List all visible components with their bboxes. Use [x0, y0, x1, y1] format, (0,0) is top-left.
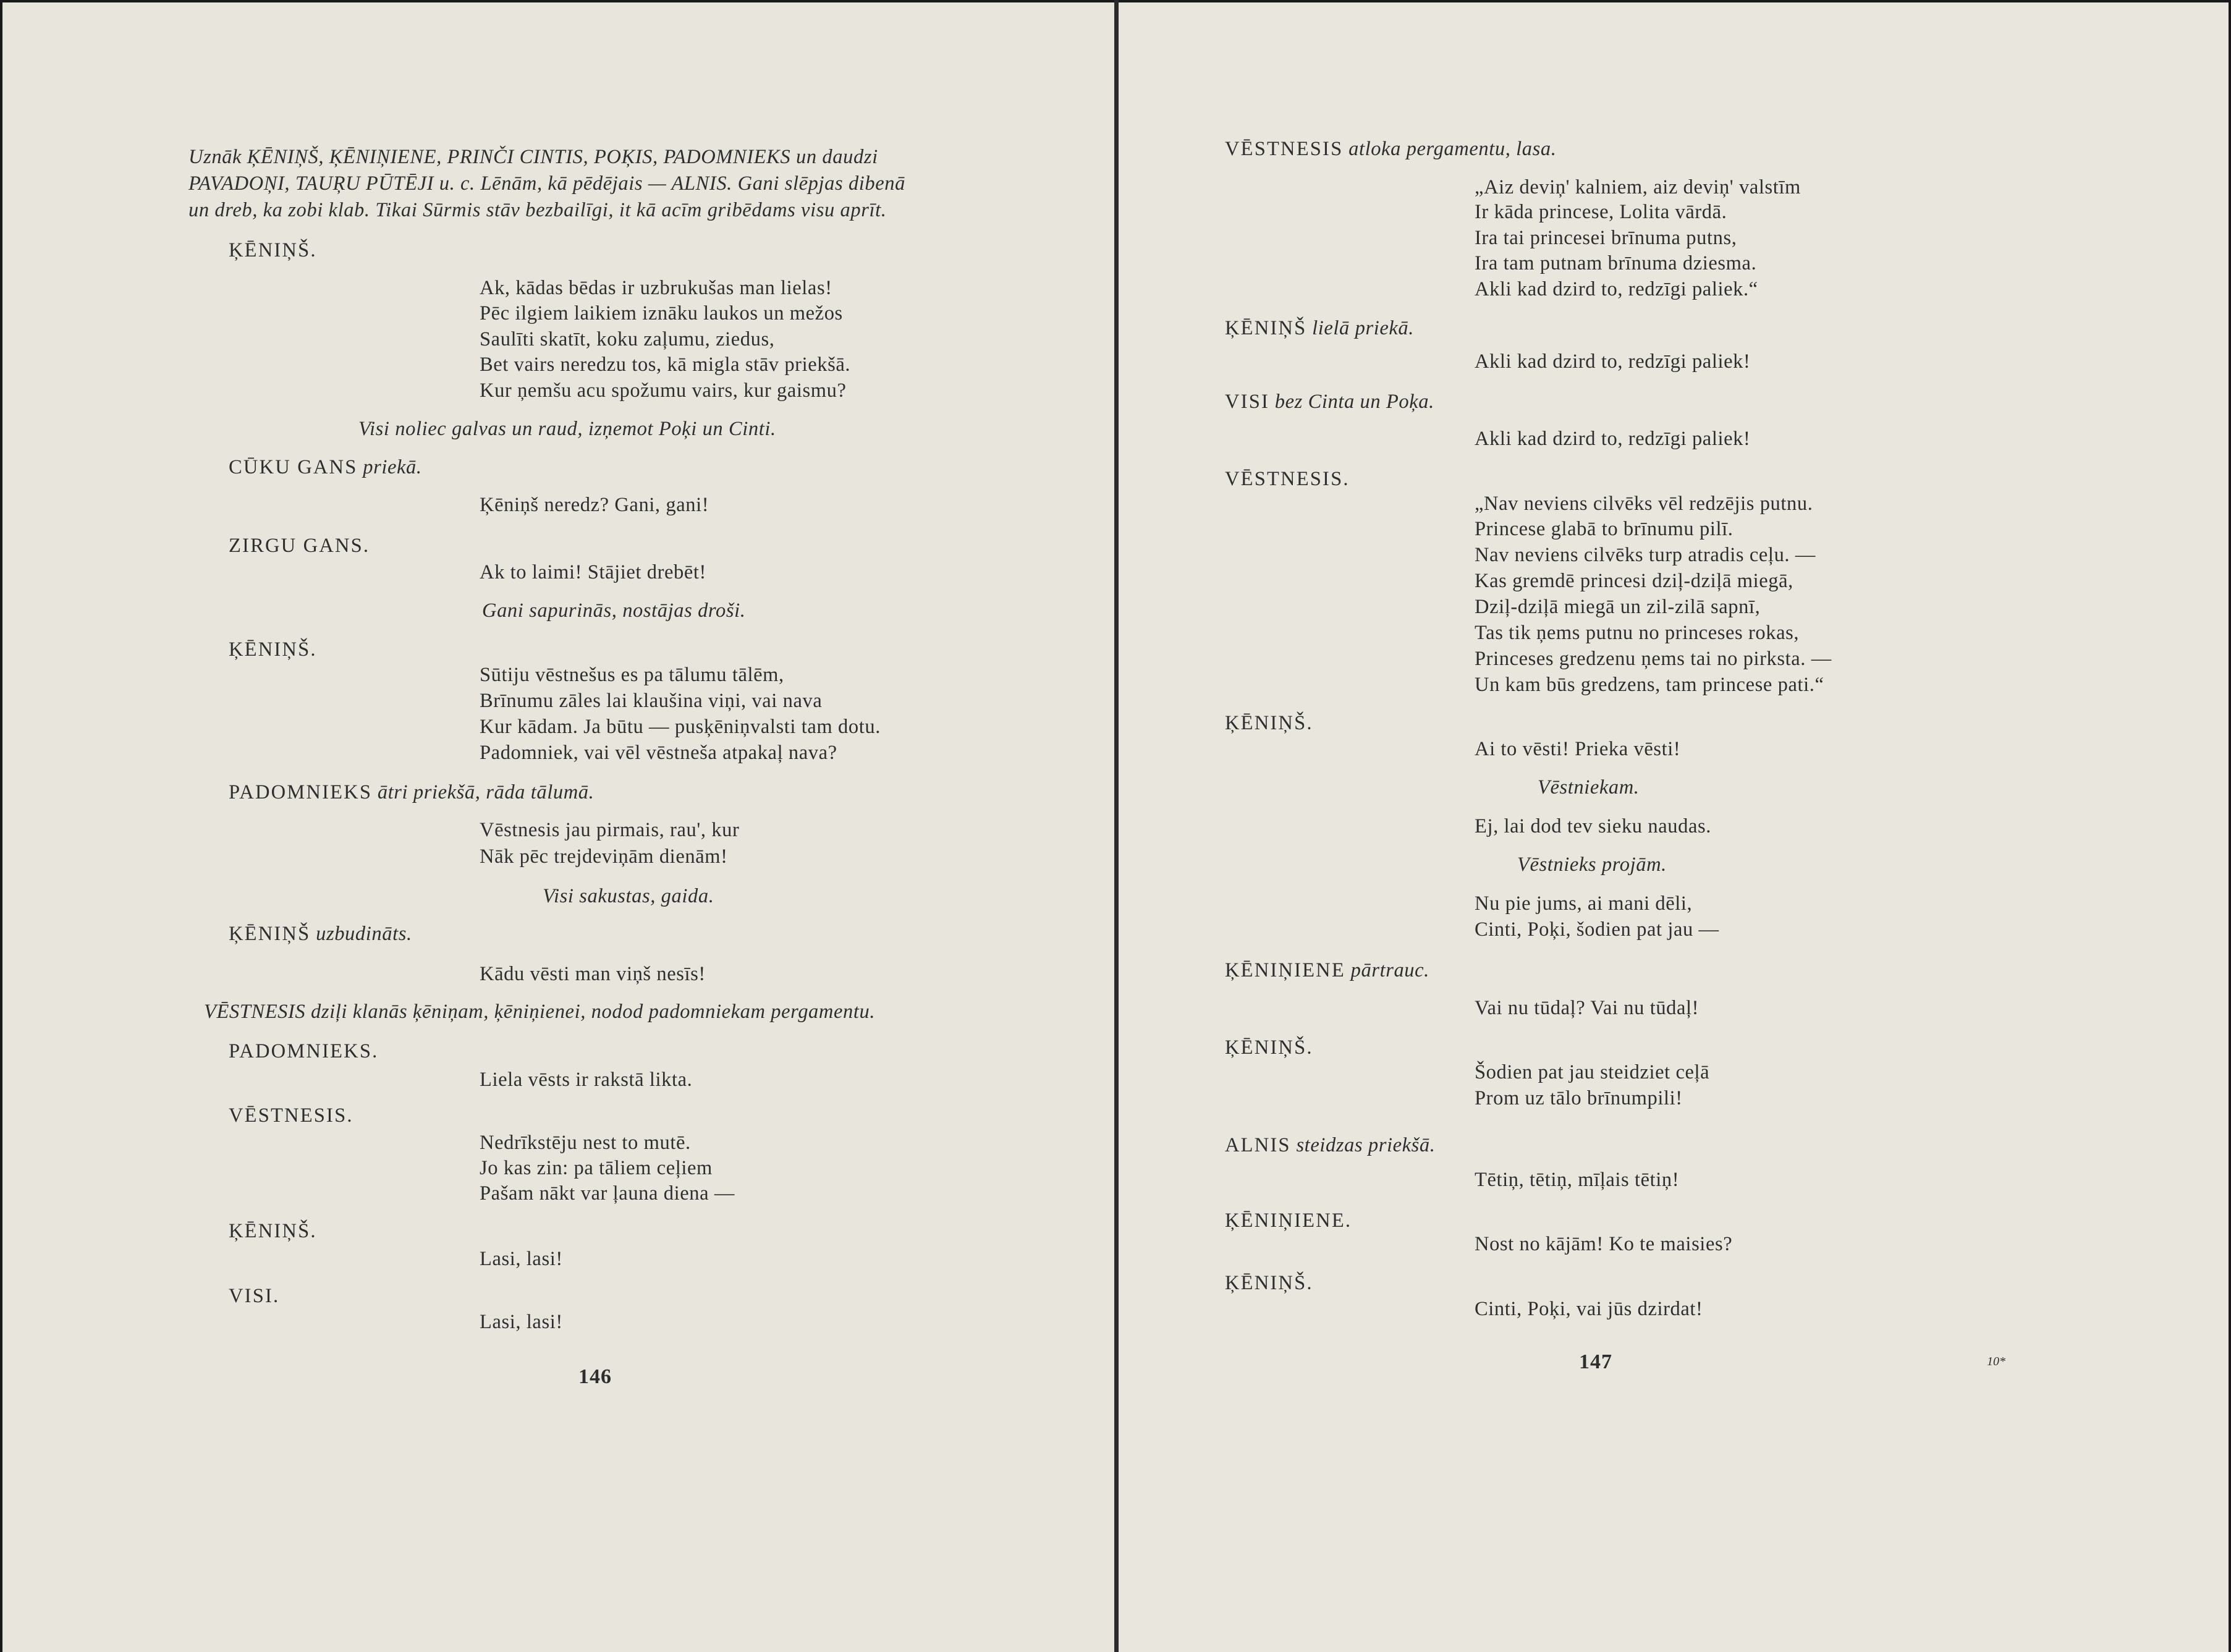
verse-line: Nedrīkstēju nest to mutē. — [480, 1132, 691, 1154]
stage-direction-line: Uznāk ĶĒNIŅŠ, ĶĒNIŅIENE, PRINČI CINTIS, POĶIS, PADOMNIEKS un daudzi — [188, 146, 878, 168]
speaker-direction: priekā. — [363, 456, 422, 478]
verse-line: Lasi, lasi! — [480, 1248, 563, 1270]
speaker-line — [1225, 316, 1414, 341]
stage-direction: Visi sakustas, gaida. — [543, 885, 714, 907]
verse-line: Pēc ilgiem laikiem iznāku laukos un mežos — [480, 302, 843, 324]
verse-line: Vēstnesis jau pirmais, rau', kur — [480, 819, 740, 841]
verse-line: Ai to vēsti! Prieka vēsti! — [1475, 738, 1681, 760]
speaker-name: ALNIS — [1225, 1134, 1291, 1156]
page-number: 146 — [578, 1365, 612, 1388]
verse-line: Ira tam putnam brīnuma dziesma. — [1475, 252, 1757, 274]
speaker-name: ĶĒNIŅIENE — [1225, 959, 1345, 981]
verse-line: Nu pie jums, ai mani dēli, — [1475, 892, 1693, 915]
speaker-direction: bez Cinta un Poķa. — [1274, 391, 1434, 413]
verse-line: Tētiņ, tētiņ, mīļais tētiņ! — [1475, 1169, 1680, 1191]
verse-line: Padomniek, vai vēl vēstneša atpakaļ nava? — [480, 742, 837, 764]
verse-line: Dziļ-dziļā miegā un zil-zilā sapnī, — [1475, 596, 1761, 618]
verse-line: Kur kādam. Ja būtu — pusķēniņvalsti tam dotu. — [480, 716, 881, 738]
speaker-name: VĒSTNESIS. — [1225, 468, 1350, 490]
stage-direction-line: un dreb, ka zobi klab. Tikai Sūrmis stāv bezbailīgi, it kā acīm gribēdams visu aprīt. — [188, 199, 887, 221]
book-gutter — [1114, 0, 1119, 1652]
stage-direction — [204, 999, 875, 1024]
verse-line: „Aiz deviņ' kalniem, aiz deviņ' valstīm — [1475, 176, 1801, 198]
verse-line: Tas tik ņems putnu no princeses rokas, — [1475, 622, 1800, 644]
speaker-name: ĶĒNIŅŠ. — [1225, 1272, 1313, 1294]
verse-line: Prom uz tālo brīnumpili! — [1475, 1087, 1683, 1109]
verse-line: Akli kad dzird to, redzīgi paliek! — [1475, 350, 1751, 373]
verse-line: Brīnumu zāles lai klaušina viņi, vai nava — [480, 690, 823, 712]
speaker-line — [1225, 137, 1556, 161]
verse-line: Un kam būs gredzens, tam princese pati.“ — [1475, 674, 1824, 696]
speaker-name: CŪKU GANS — [229, 456, 358, 478]
verse-line: Lasi, lasi! — [480, 1311, 563, 1333]
stage-direction-line: PAVADOŅI, TAUŖU PŪTĒJI u. c. Lēnām, kā pēdējais — ALNIS. Gani slēpjas dibenā — [188, 172, 906, 195]
speaker-direction: steidzas priekšā. — [1296, 1134, 1436, 1156]
speaker-name: ĶĒNIŅŠ. — [1225, 1036, 1313, 1059]
stage-direction: Visi noliec galvas un raud, izņemot Poķi un Cinti. — [358, 418, 776, 440]
verse-line: Nost no kājām! Ko te maisies? — [1475, 1233, 1733, 1255]
speaker-direction: pārtrauc. — [1350, 959, 1429, 981]
speaker-name: VĒSTNESIS — [1225, 138, 1344, 160]
stage-direction: Gani sapurinās, nostājas droši. — [482, 599, 746, 622]
verse-line: Nav neviens cilvēks turp atradis ceļu. — — [1475, 544, 1816, 566]
speaker-name: VĒSTNESIS. — [229, 1104, 353, 1127]
verse-line: Akli kad dzird to, redzīgi paliek! — [1475, 428, 1751, 450]
speaker-name: VISI. — [229, 1285, 280, 1307]
verse-line: Princese glabā to brīnumu pilī. — [1475, 518, 1734, 540]
verse-line: Princeses gredzenu ņems tai no pirksta. — — [1475, 648, 1832, 670]
verse-line: Cinti, Poķi, vai jūs dzirdat! — [1475, 1298, 1703, 1320]
verse-line: Sūtiju vēstnešus es pa tālumu tālēm, — [480, 664, 784, 686]
speaker-name: ZIRGU GANS. — [229, 535, 370, 557]
stage-direction: Vēstnieks projām. — [1517, 854, 1667, 876]
speaker-line — [229, 921, 412, 946]
stage-direction-text: dziļi klanās ķēniņam, ķēniņienei, nodod padomniekam pergamentu. — [311, 1001, 876, 1023]
speaker-name: PADOMNIEKS — [229, 781, 373, 803]
speaker-name: ĶĒNIŅŠ. — [229, 638, 317, 661]
verse-line: Nāk pēc trejdeviņām dienām! — [480, 845, 728, 868]
speaker-name: ĶĒNIŅŠ — [229, 923, 311, 945]
verse-line: Kas gremdē princesi dziļ-dziļā miegā, — [1475, 570, 1793, 592]
verse-line: Akli kad dzird to, redzīgi paliek.“ — [1475, 278, 1758, 300]
verse-line: Kur ņemšu acu spožumu vairs, kur gaismu? — [480, 379, 847, 402]
verse-line: Ej, lai dod tev sieku naudas. — [1475, 815, 1711, 837]
verse-line: Kādu vēsti man viņš nesīs! — [480, 963, 706, 985]
verse-line: Pašam nākt var ļauna diena — — [480, 1182, 735, 1205]
verse-line: Ķēniņš neredz? Gani, gani! — [480, 494, 709, 516]
speaker-direction: lielā priekā. — [1312, 317, 1414, 339]
verse-line: Ira tai princesei brīnuma putns, — [1475, 227, 1737, 249]
speaker-line — [1225, 1133, 1436, 1158]
speaker-name: ĶĒNIŅŠ. — [229, 239, 317, 261]
speaker-name: ĶĒNIŅŠ. — [1225, 712, 1313, 734]
speaker-name: ĶĒNIŅŠ — [1225, 317, 1307, 339]
speaker-name: ĶĒNIŅIENE. — [1225, 1209, 1352, 1232]
speaker-name: ĶĒNIŅŠ. — [229, 1220, 317, 1242]
speaker-direction: ātri priekšā, rāda tālumā. — [377, 781, 595, 803]
speaker-line — [229, 780, 594, 805]
verse-line: Saulīti skatīt, koku zaļumu, ziedus, — [480, 328, 775, 350]
verse-line: Šodien pat jau steidziet ceļā — [1475, 1061, 1710, 1083]
speaker-name: PADOMNIEKS. — [229, 1040, 379, 1062]
speaker-line — [1225, 389, 1434, 414]
verse-line: Ir kāda princese, Lolita vārdā. — [1475, 201, 1727, 223]
signature-mark: 10* — [1987, 1355, 2005, 1368]
speaker-line — [1225, 958, 1429, 983]
verse-line: Ak, kādas bēdas ir uzbrukušas man lielas! — [480, 277, 832, 299]
verse-line: „Nav neviens cilvēks vēl redzējis putnu. — [1475, 493, 1813, 515]
speaker-direction: atloka pergamentu, lasa. — [1348, 138, 1557, 160]
verse-line: Ak to laimi! Stājiet drebēt! — [480, 561, 706, 583]
speaker-direction: uzbudināts. — [316, 923, 412, 945]
speaker-name: VISI — [1225, 391, 1269, 413]
verse-line: Jo kas zin: pa tāliem ceļiem — [480, 1157, 713, 1179]
page-number: 147 — [1579, 1350, 1612, 1373]
verse-line: Vai nu tūdaļ? Vai nu tūdaļ! — [1475, 997, 1700, 1019]
verse-line: Liela vēsts ir rakstā likta. — [480, 1069, 693, 1091]
verse-line: Bet vairs neredzu tos, kā migla stāv priekšā. — [480, 354, 851, 376]
stage-speaker-name: VĒSTNESIS — [204, 1001, 306, 1023]
stage-direction: Vēstniekam. — [1538, 776, 1640, 798]
speaker-line — [229, 455, 422, 480]
verse-line: Cinti, Poķi, šodien pat jau — — [1475, 918, 1719, 941]
